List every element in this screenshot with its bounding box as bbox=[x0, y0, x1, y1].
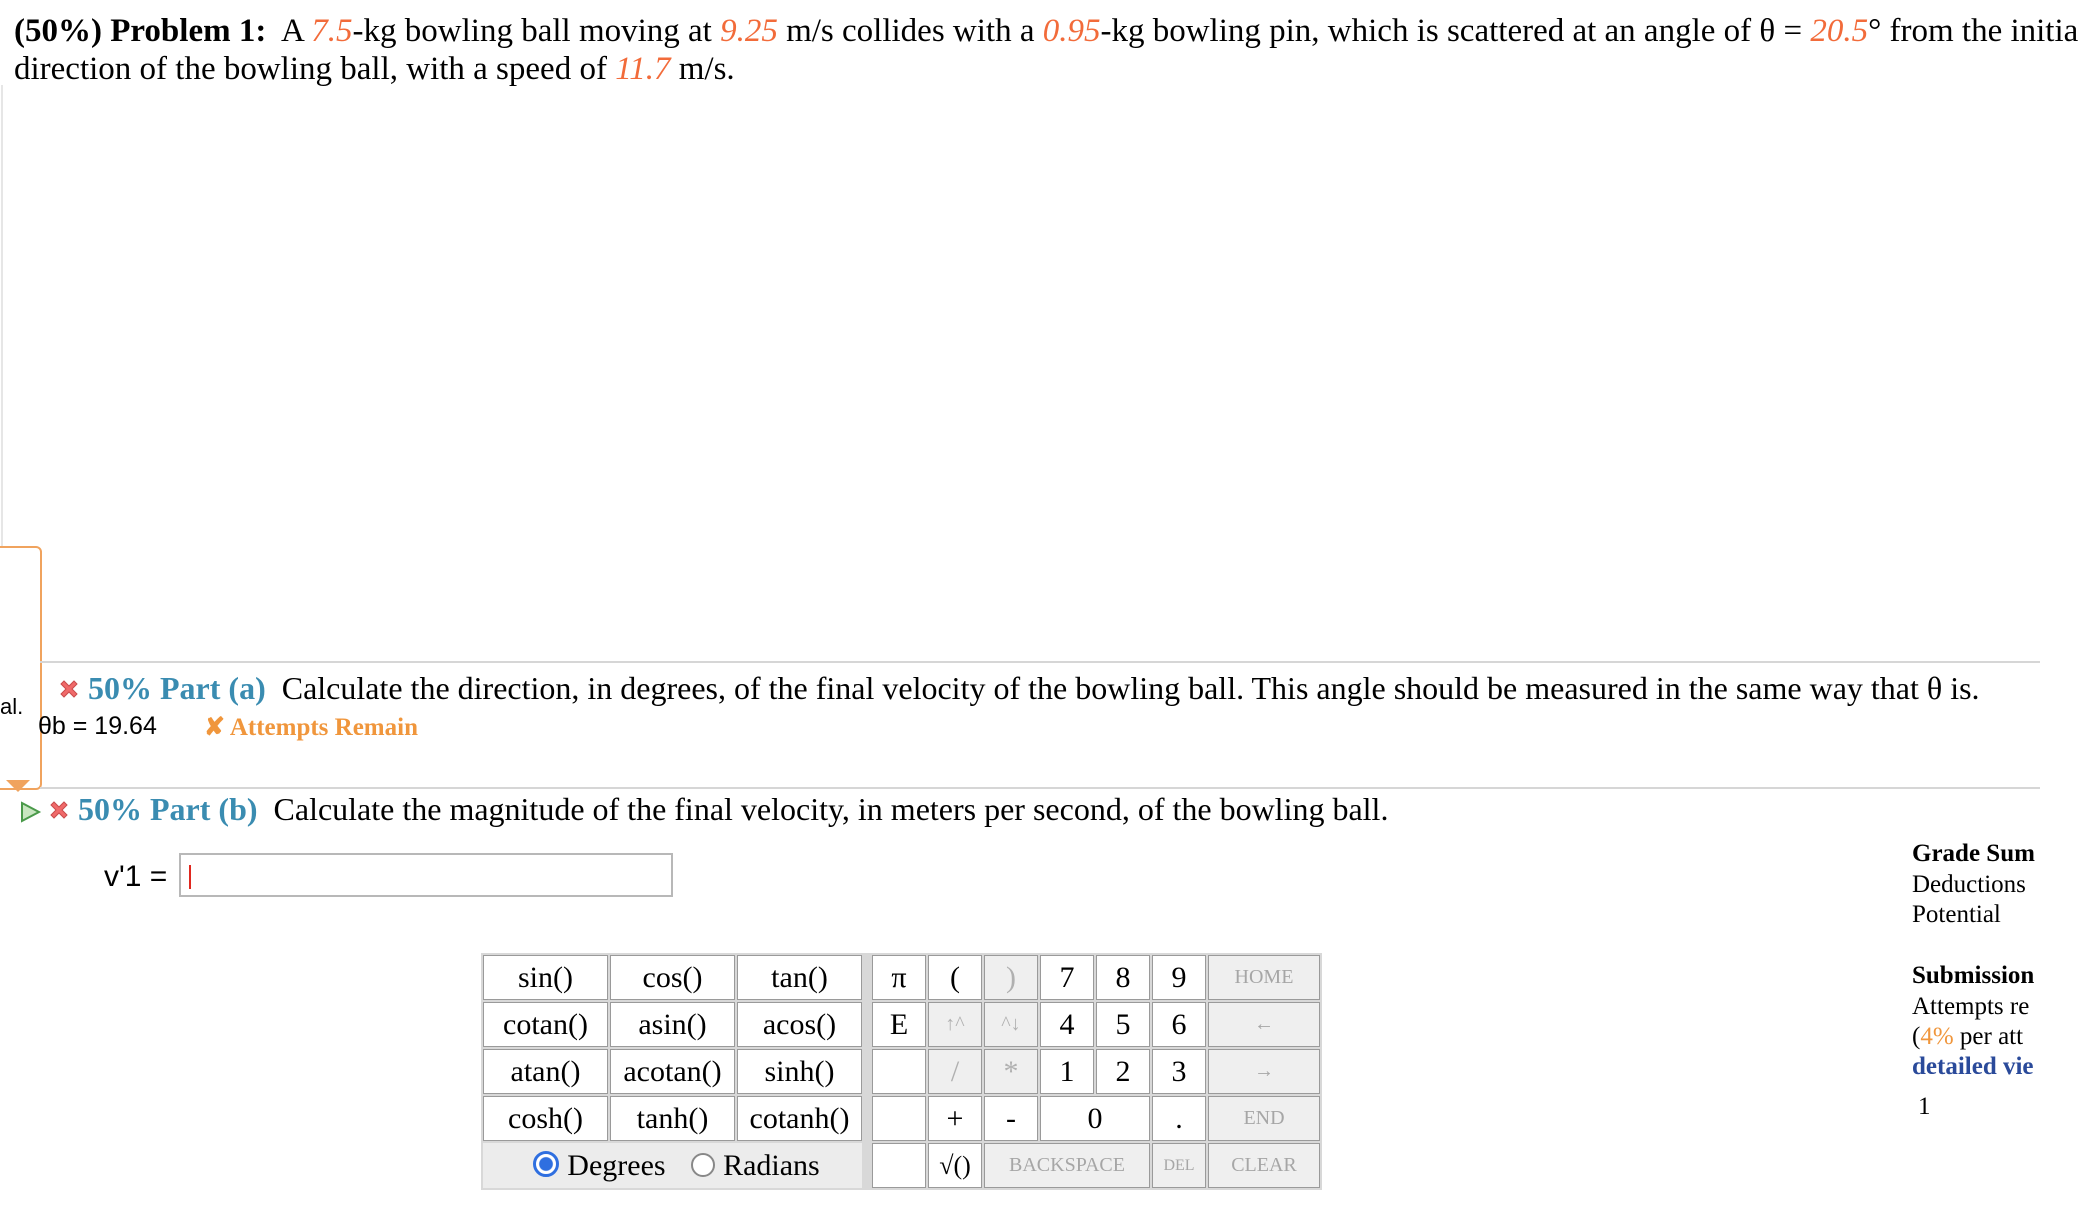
play-arrow-icon bbox=[18, 800, 42, 824]
part-a-title bbox=[56, 670, 1980, 707]
digit-8-button[interactable]: 8 bbox=[1096, 955, 1150, 1000]
cotanh-button[interactable]: cotanh() bbox=[737, 1096, 862, 1141]
per-attempt-text: per att bbox=[1953, 1023, 2024, 1050]
empty-key bbox=[872, 1143, 926, 1188]
calculator-keypad bbox=[481, 953, 1322, 1190]
digit-3-button[interactable]: 3 bbox=[1152, 1049, 1206, 1094]
part-a-percent[interactable]: 50% Part (a) bbox=[88, 670, 266, 706]
angle-value: 20.5 bbox=[1810, 13, 1869, 49]
sinh-button[interactable]: sinh() bbox=[737, 1049, 862, 1094]
digit-2-button[interactable]: 2 bbox=[1096, 1049, 1150, 1094]
velocity-label: v'1 = bbox=[104, 860, 168, 893]
e-button[interactable]: E bbox=[872, 1002, 926, 1047]
part-b-text: Calculate the magnitude of the final velocity, in meters per second, of the bowling ball. bbox=[273, 791, 1389, 827]
cos-button[interactable]: cos() bbox=[610, 955, 735, 1000]
spacer bbox=[864, 1002, 870, 1047]
detailed-view-text[interactable]: detailed vie bbox=[1912, 1053, 2034, 1080]
divide-button[interactable]: / bbox=[928, 1049, 982, 1094]
digit-6-button[interactable]: 6 bbox=[1152, 1002, 1206, 1047]
tanh-button[interactable]: tanh() bbox=[610, 1096, 735, 1141]
mass-ball-value: 7.5 bbox=[311, 13, 353, 49]
problem-text: direction of the bowling ball, with a speed of bbox=[14, 51, 616, 87]
digit-0-button[interactable]: 0 bbox=[1040, 1096, 1150, 1141]
divider bbox=[40, 787, 2040, 789]
problem-line-1 bbox=[14, 12, 2078, 50]
asin-button[interactable]: asin() bbox=[610, 1002, 735, 1047]
cotan-button[interactable]: cotan() bbox=[483, 1002, 608, 1047]
end-button[interactable]: END bbox=[1208, 1096, 1320, 1141]
empty-key bbox=[872, 1049, 926, 1094]
spacer bbox=[864, 1096, 870, 1141]
problem-prefix: (50%) Problem 1: bbox=[14, 13, 267, 49]
empty-key bbox=[872, 1096, 926, 1141]
delete-button[interactable]: DEL bbox=[1152, 1143, 1206, 1188]
angle-mode-group bbox=[483, 1143, 862, 1188]
submission-count: 1 bbox=[1918, 1093, 1931, 1120]
grade-summary-heading: Grade Sum bbox=[1912, 840, 2035, 867]
cosh-button[interactable]: cosh() bbox=[483, 1096, 608, 1141]
atan-button[interactable]: atan() bbox=[483, 1049, 608, 1094]
left-rule bbox=[1, 85, 3, 555]
left-arrow-button[interactable]: ← bbox=[1208, 1002, 1320, 1047]
popup-fragment-text: al. bbox=[0, 694, 24, 719]
submissions-heading: Submission bbox=[1912, 962, 2035, 989]
mass-pin-value: 0.95 bbox=[1042, 13, 1101, 49]
problem-line-2 bbox=[14, 50, 2078, 88]
potential-label: Potential bbox=[1912, 901, 2001, 928]
spacer bbox=[864, 1049, 870, 1094]
hint-popup[interactable] bbox=[0, 546, 42, 790]
detailed-view-link[interactable] bbox=[1912, 1053, 2034, 1081]
attempts-remaining-label: Attempts re bbox=[1912, 993, 2030, 1020]
digit-4-button[interactable]: 4 bbox=[1040, 1002, 1094, 1047]
clear-button[interactable]: CLEAR bbox=[1208, 1143, 1320, 1188]
speed-ball-value: 9.25 bbox=[720, 13, 778, 49]
minus-button[interactable]: - bbox=[984, 1096, 1038, 1141]
text-caret bbox=[189, 865, 191, 889]
pi-button[interactable]: π bbox=[872, 955, 926, 1000]
up-caret-button[interactable]: ↑^ bbox=[928, 1002, 982, 1047]
digit-1-button[interactable]: 1 bbox=[1040, 1049, 1094, 1094]
acos-button[interactable]: acos() bbox=[737, 1002, 862, 1047]
problem-statement bbox=[14, 12, 2078, 88]
problem-text: m/s. bbox=[670, 51, 735, 87]
problem-text: -kg bowling pin, which is scattered at an angle of θ = bbox=[1100, 13, 1811, 49]
backspace-button[interactable]: BACKSPACE bbox=[984, 1143, 1150, 1188]
degrees-label[interactable]: Degrees bbox=[567, 1148, 666, 1182]
digit-9-button[interactable]: 9 bbox=[1152, 955, 1206, 1000]
sqrt-button[interactable]: √() bbox=[928, 1143, 982, 1188]
close-x-icon bbox=[56, 676, 82, 702]
part-a-status: ✘ Attempts Remain bbox=[204, 714, 418, 741]
problem-text: -kg bowling ball moving at bbox=[352, 13, 721, 49]
home-button[interactable]: HOME bbox=[1208, 955, 1320, 1000]
speed-pin-value: 11.7 bbox=[615, 51, 671, 87]
acotan-button[interactable]: acotan() bbox=[610, 1049, 735, 1094]
multiply-button[interactable]: * bbox=[984, 1049, 1038, 1094]
per-attempt-percent: 4% bbox=[1920, 1023, 1954, 1050]
per-attempt-label bbox=[1912, 1023, 2023, 1051]
sin-button[interactable]: sin() bbox=[483, 955, 608, 1000]
tan-button[interactable]: tan() bbox=[737, 955, 862, 1000]
close-x-icon bbox=[46, 797, 72, 823]
divider bbox=[40, 661, 2040, 663]
deductions-label: Deductions bbox=[1912, 871, 2026, 898]
digit-7-button[interactable]: 7 bbox=[1040, 955, 1094, 1000]
part-b-title bbox=[18, 791, 1388, 828]
problem-text: A bbox=[281, 13, 312, 49]
part-b-percent[interactable]: 50% Part (b) bbox=[78, 791, 258, 827]
radians-radio[interactable] bbox=[691, 1153, 715, 1177]
digit-5-button[interactable]: 5 bbox=[1096, 1002, 1150, 1047]
problem-text: ° from the initia bbox=[1868, 13, 2078, 49]
degrees-radio[interactable] bbox=[533, 1151, 559, 1177]
plus-button[interactable]: + bbox=[928, 1096, 982, 1141]
down-caret-button[interactable]: ^↓ bbox=[984, 1002, 1038, 1047]
answer-input[interactable] bbox=[179, 853, 673, 897]
part-a-text: Calculate the direction, in degrees, of the final velocity of the bowling ball. This angle should be measured in the same way that θ is. bbox=[281, 670, 1980, 706]
right-arrow-button[interactable]: → bbox=[1208, 1049, 1320, 1094]
spacer bbox=[864, 955, 870, 1000]
problem-text: m/s collides with a bbox=[777, 13, 1043, 49]
part-a-answer: θb = 19.64 bbox=[38, 712, 157, 740]
open-paren-button[interactable]: ( bbox=[928, 955, 982, 1000]
paren-text: ( bbox=[1912, 1023, 1921, 1050]
close-paren-button[interactable]: ) bbox=[984, 955, 1038, 1000]
radians-label[interactable]: Radians bbox=[723, 1148, 820, 1182]
decimal-button[interactable]: . bbox=[1152, 1096, 1206, 1141]
spacer bbox=[864, 1143, 870, 1188]
